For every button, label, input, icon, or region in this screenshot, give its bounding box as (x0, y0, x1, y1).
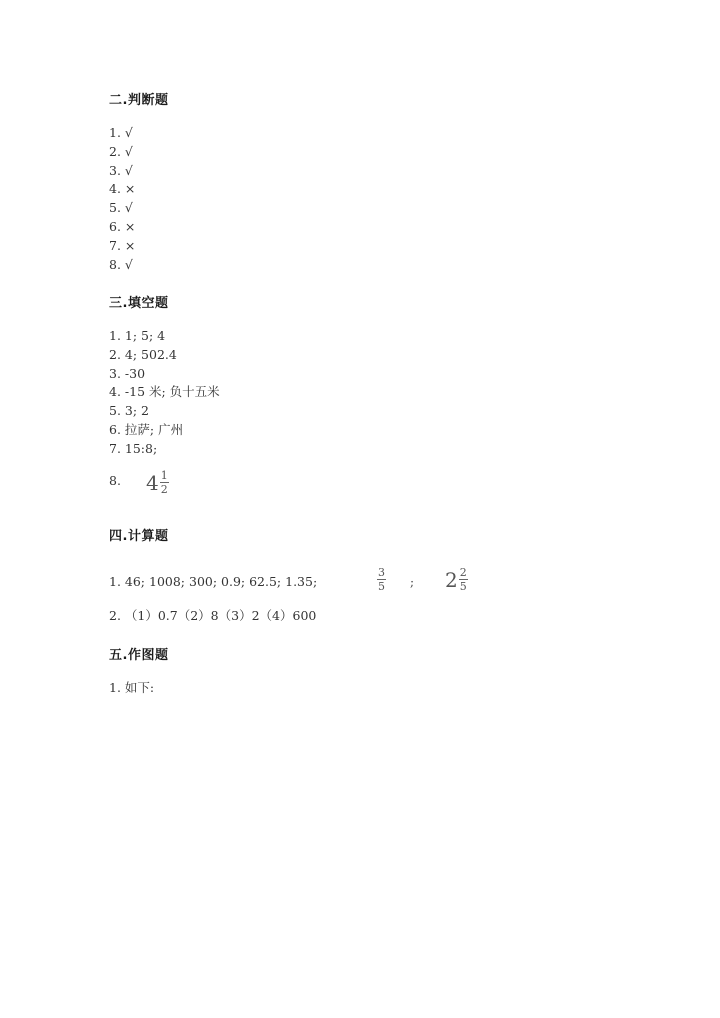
judge-item-6: 6. × (109, 219, 136, 234)
judge-item-4: 4. × (109, 181, 136, 196)
fraction-denominator: 5 (378, 580, 385, 593)
section-title-calc: 四.计算题 (109, 529, 169, 544)
section-title-fill: 三.填空题 (109, 296, 169, 311)
fill-item-5: 5. 3; 2 (109, 403, 149, 418)
judge-item-7: 7. × (109, 238, 136, 253)
fraction-numerator: 2 (459, 566, 467, 579)
fill-item-2: 2. 4; 502.4 (109, 347, 177, 362)
fraction-denominator: 2 (160, 483, 168, 496)
section-title-draw: 五.作图题 (109, 648, 169, 663)
draw-item-1: 1. 如下: (109, 680, 155, 695)
section-title-judge: 二.判断题 (109, 93, 169, 108)
mixed-fraction (160, 470, 169, 495)
mixed-fraction (459, 567, 468, 592)
calc-item-1-fraction (377, 567, 386, 592)
mixed-whole: 4 (146, 470, 159, 495)
calc-item-1-mixed-number (445, 567, 468, 592)
calc-item-2: 2. （1）0.7（2）8（3）2（4）600 (109, 608, 317, 623)
judge-item-5: 5. √ (109, 200, 133, 215)
calc-item-1-text: 1. 46; 1008; 300; 0.9; 62.5; 1.35; (109, 574, 318, 589)
fill-item-3: 3. -30 (109, 366, 146, 381)
fill-item-4: 4. -15 米; 负十五米 (109, 384, 220, 399)
judge-item-1: 1. √ (109, 125, 133, 140)
fraction-numerator: 1 (160, 469, 168, 482)
fraction-denominator: 5 (459, 580, 467, 593)
judge-item-3: 3. √ (109, 163, 133, 178)
fill-item-7: 7. 15:8; (109, 441, 158, 456)
judge-item-2: 2. √ (109, 144, 133, 159)
calc-item-1-separator: ; (410, 575, 415, 589)
judge-item-8: 8. √ (109, 257, 133, 272)
mixed-whole: 2 (445, 567, 458, 592)
fraction-numerator: 3 (378, 566, 385, 579)
fill-item-8-mixed-number (146, 470, 169, 495)
fill-item-8-label: 8. (109, 473, 121, 488)
fill-item-1: 1. 1; 5; 4 (109, 328, 166, 343)
fill-item-6: 6. 拉萨; 广州 (109, 422, 184, 437)
